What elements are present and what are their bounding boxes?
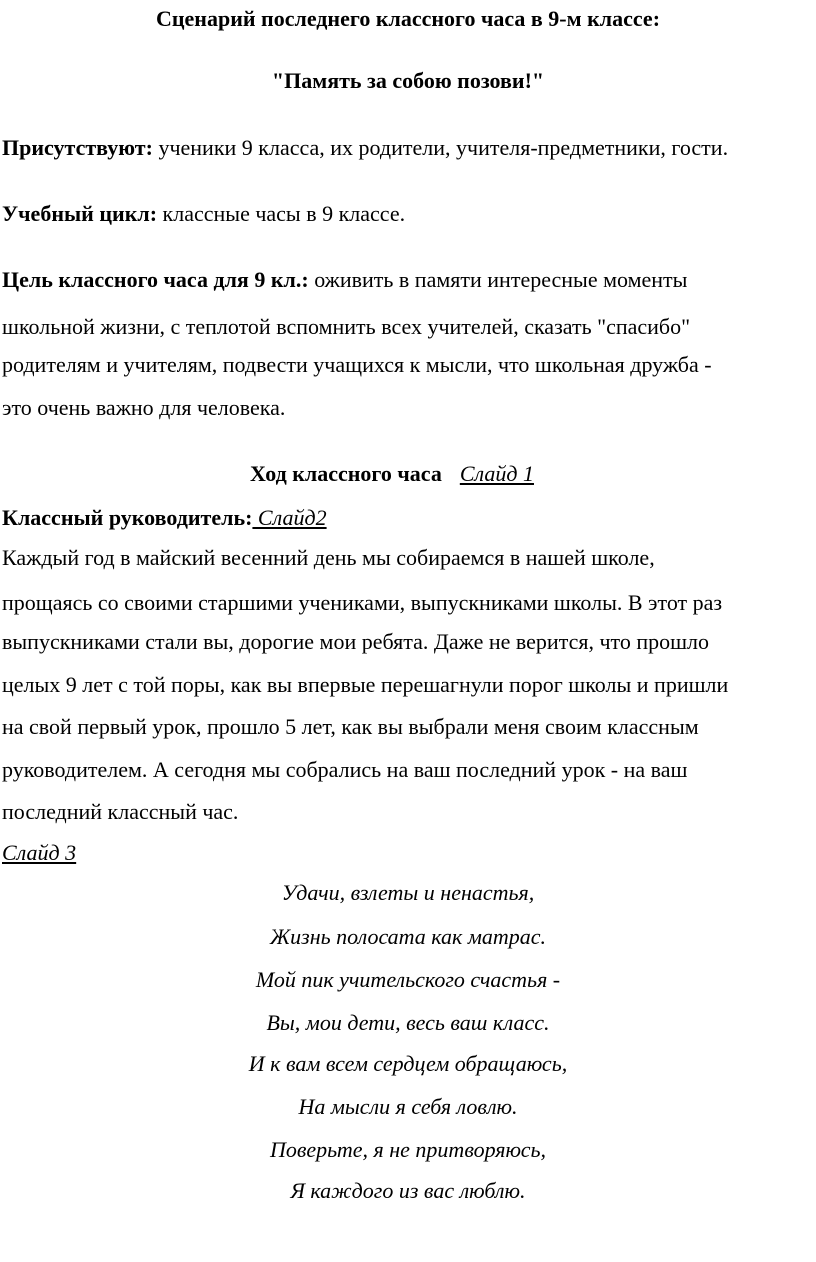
cycle-text: классные часы в 9 классе. — [157, 201, 406, 226]
course-heading: Ход классного часа — [250, 461, 442, 486]
speech-line-4: целых 9 лет с той поры, как вы впервые перешагнули порог школы и пришли — [2, 672, 729, 697]
poem-line-4: Вы, мои дети, весь ваш класс. — [266, 1010, 550, 1035]
teacher-line — [2, 503, 327, 533]
speech-line-6: руководителем. А сегодня мы собрались на ваш последний урок - на ваш — [2, 757, 688, 782]
speech-line-7: последний классный час. — [2, 799, 239, 824]
speech-line-5: на свой первый урок, прошло 5 лет, как вы выбрали меня своим классным — [2, 714, 699, 739]
poem-line-2: Жизнь полосата как матрас. — [269, 924, 547, 949]
poem-line-6: На мысли я себя ловлю. — [298, 1094, 518, 1119]
poem-line-8: Я каждого из вас люблю. — [290, 1178, 526, 1203]
poem-line-1: Удачи, взлеты и ненастья, — [281, 880, 535, 905]
document-subtitle: "Память за собою позови!" — [271, 68, 545, 93]
course-heading-line — [250, 459, 534, 489]
poem-line-5: И к вам всем сердцем обращаюсь, — [248, 1051, 568, 1076]
poem-line-7: Поверьте, я не притворяюсь, — [269, 1137, 547, 1162]
speech-line-2: прощаясь со своими старшими учениками, выпускниками школы. В этот раз — [2, 590, 723, 615]
teacher-label: Классный руководитель: — [2, 505, 253, 530]
cycle-line — [2, 199, 405, 229]
poem-line-3: Мой пик учительского счастья - — [255, 967, 561, 992]
document-title: Сценарий последнего классного часа в 9-м классе: — [155, 6, 661, 31]
attendees-text: ученики 9 класса, их родители, учителя-предметники, гости. — [152, 135, 729, 160]
attendees-line — [2, 133, 728, 163]
attendees-label: Присутствуют: — [2, 135, 153, 160]
goal-line-4: это очень важно для человека. — [2, 395, 286, 420]
slide-2-link[interactable]: Слайд2 — [252, 505, 327, 530]
goal-line-3: родителям и учителям, подвести учащихся к мысли, что школьная дружба - — [2, 352, 712, 377]
goal-label: Цель классного часа для 9 кл.: — [2, 267, 309, 292]
slide-3-link[interactable]: Слайд 3 — [2, 840, 77, 865]
goal-line-2: школьной жизни, с теплотой вспомнить всех учителей, сказать "спасибо" — [2, 314, 691, 339]
speech-line-1: Каждый год в майский весенний день мы собираемся в нашей школе, — [2, 545, 655, 570]
speech-line-3: выпускниками стали вы, дорогие мои ребята. Даже не верится, что прошло — [2, 629, 710, 654]
slide-1-link[interactable]: Слайд 1 — [459, 461, 534, 486]
goal-line-1 — [2, 265, 687, 295]
cycle-label: Учебный цикл: — [2, 201, 158, 226]
goal-text: оживить в памяти интересные моменты — [308, 267, 688, 292]
